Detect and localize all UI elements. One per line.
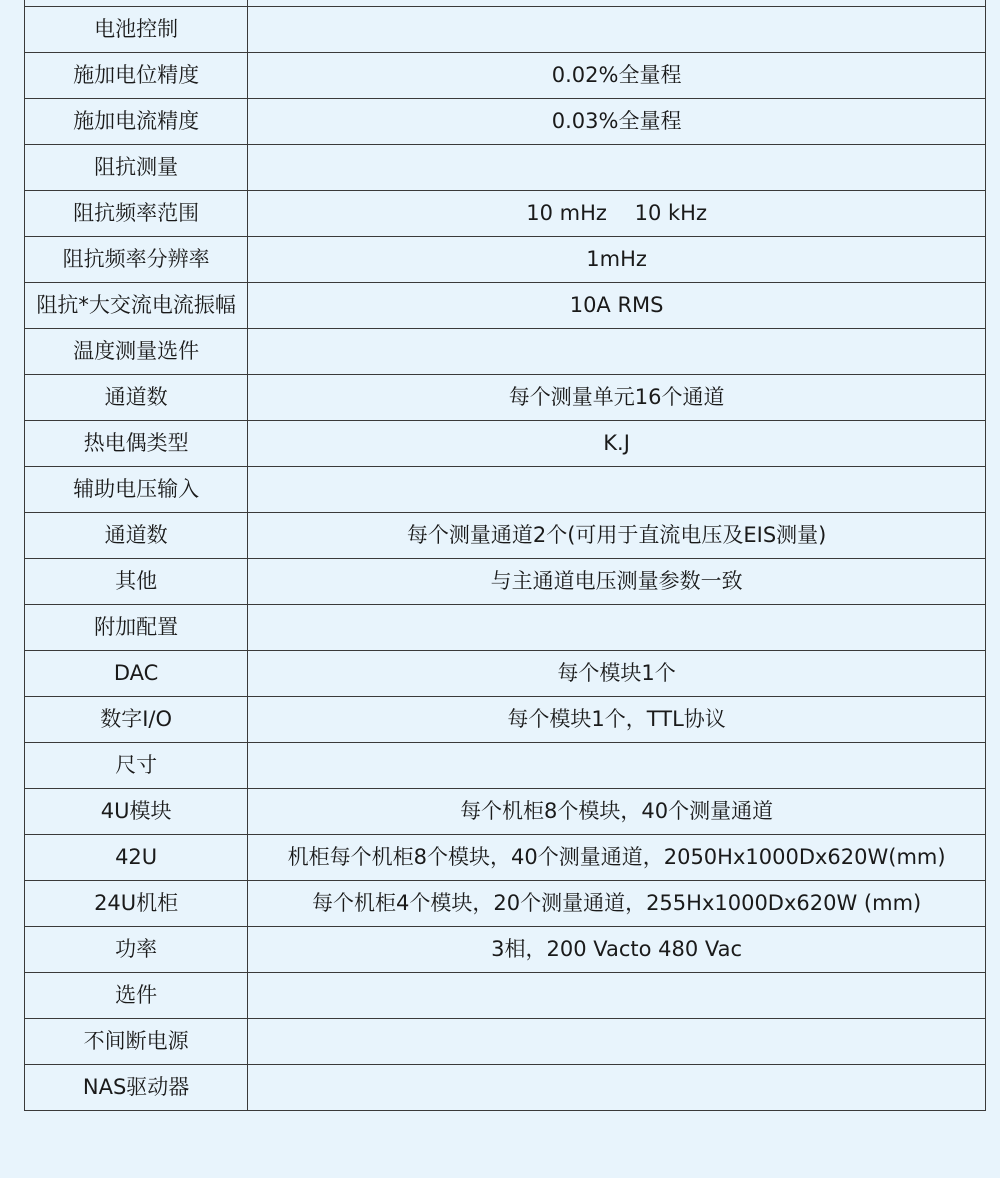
- spec-value: [248, 1065, 986, 1111]
- table-row: [25, 927, 986, 973]
- spec-value: K.J: [248, 421, 986, 467]
- spec-value: 每个机柜8个模块，40个测量通道: [248, 789, 986, 835]
- table-row: [25, 467, 986, 513]
- table-row: [25, 651, 986, 697]
- spec-label: 阻抗*大交流电流振幅: [25, 283, 248, 329]
- table-row: [25, 421, 986, 467]
- spec-label: 通道数: [25, 513, 248, 559]
- table-row: [25, 605, 986, 651]
- spec-label: DAC: [25, 651, 248, 697]
- spec-label: 施加电位精度: [25, 53, 248, 99]
- spec-table-body: [25, 0, 986, 1111]
- spec-value: 与主通道电压测量参数一致: [248, 559, 986, 605]
- table-row: [25, 237, 986, 283]
- spec-value: 0.03%全量程: [248, 99, 986, 145]
- table-row: [25, 283, 986, 329]
- spec-value: 0.02%全量程: [248, 53, 986, 99]
- table-row: [25, 1019, 986, 1065]
- table-row: [25, 835, 986, 881]
- table-row: [25, 7, 986, 53]
- spec-label: 功率: [25, 927, 248, 973]
- spec-label: 选件: [25, 973, 248, 1019]
- table-row: [25, 329, 986, 375]
- spec-value: [248, 973, 986, 1019]
- spec-value: 每个模块1个，TTL协议: [248, 697, 986, 743]
- spec-label: 电池控制: [25, 7, 248, 53]
- spec-label: NAS驱动器: [25, 1065, 248, 1111]
- spec-label: 辅助电压输入: [25, 467, 248, 513]
- spec-value: [248, 329, 986, 375]
- table-row: [25, 53, 986, 99]
- spec-table: [24, 0, 986, 1111]
- spec-label: 热电偶类型: [25, 421, 248, 467]
- spec-value: [248, 743, 986, 789]
- spec-label: 施加电流精度: [25, 99, 248, 145]
- table-row: [25, 513, 986, 559]
- spec-value: 每个模块1个: [248, 651, 986, 697]
- spec-label: 4U模块: [25, 789, 248, 835]
- spec-value: 机柜每个机柜8个模块，40个测量通道，2050Hx1000Dx620W(mm): [248, 835, 986, 881]
- spec-value: 每个测量单元16个通道: [248, 375, 986, 421]
- spec-value: [248, 7, 986, 53]
- table-row: [25, 743, 986, 789]
- spec-label: 阻抗频率分辨率: [25, 237, 248, 283]
- spec-value: 3相，200 Vacto 480 Vac: [248, 927, 986, 973]
- spec-value: 每个机柜4个模块，20个测量通道，255Hx1000Dx620W (mm): [248, 881, 986, 927]
- spec-label: 阻抗测量: [25, 145, 248, 191]
- spec-label: 24U机柜: [25, 881, 248, 927]
- spec-label: 温度测量选件: [25, 329, 248, 375]
- table-row: [25, 145, 986, 191]
- spec-value: [248, 605, 986, 651]
- table-row: [25, 375, 986, 421]
- spec-label: 42U: [25, 835, 248, 881]
- table-row: [25, 99, 986, 145]
- spec-value: 10 mHz 10 kHz: [248, 191, 986, 237]
- spec-label: 其他: [25, 559, 248, 605]
- spec-label: 数字I/O: [25, 697, 248, 743]
- spec-value: [248, 467, 986, 513]
- spec-label: 不间断电源: [25, 1019, 248, 1065]
- spec-value: [248, 145, 986, 191]
- table-row: [25, 697, 986, 743]
- table-row: [25, 789, 986, 835]
- spec-value: 10A RMS: [248, 283, 986, 329]
- spec-value: 1mHz: [248, 237, 986, 283]
- spec-label: 附加配置: [25, 605, 248, 651]
- table-row: [25, 191, 986, 237]
- spec-label: 通道数: [25, 375, 248, 421]
- spec-value: 每个测量通道2个(可用于直流电压及EIS测量): [248, 513, 986, 559]
- table-row: [25, 973, 986, 1019]
- spec-label: 阻抗频率范围: [25, 191, 248, 237]
- table-row: [25, 559, 986, 605]
- table-row: [25, 1065, 986, 1111]
- spec-label: 尺寸: [25, 743, 248, 789]
- spec-value: [248, 1019, 986, 1065]
- table-row: [25, 881, 986, 927]
